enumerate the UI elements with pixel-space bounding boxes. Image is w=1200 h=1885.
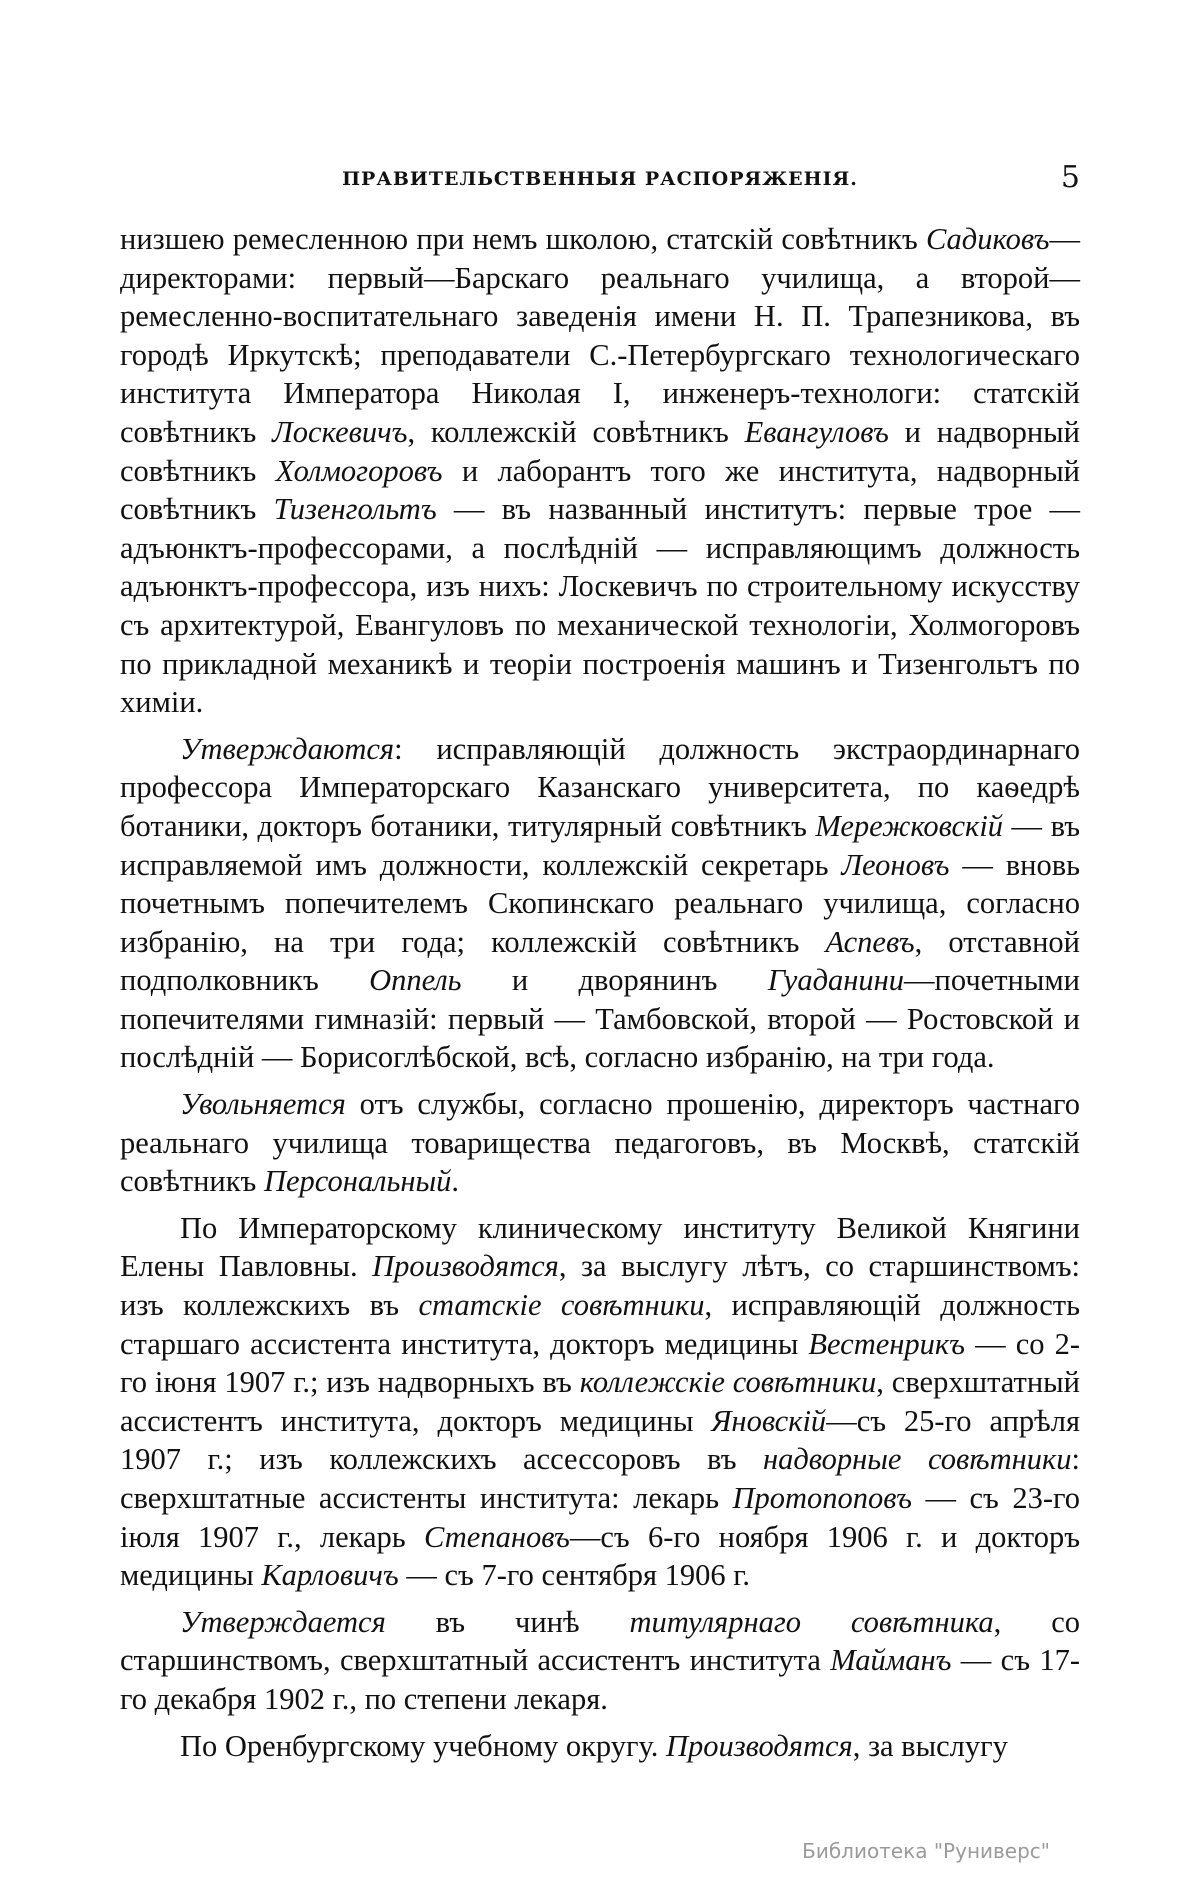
italic-text: коллежскіе совѣтники: [579, 1365, 877, 1400]
paragraph: [120, 730, 1080, 1077]
italic-text: Холмогоровъ: [275, 453, 443, 488]
text-segment: отъ службы, согласно прошенію, директоръ частнаго реальнаго училища товарищества педагоговъ, въ Москвѣ, статскій совѣтникъ: [120, 1087, 1080, 1199]
text-segment: — съ 7-го сентября 1906 г.: [398, 1558, 750, 1593]
text-segment: По Императорскому клиническому институту Великой Княгини Елены Павловны.: [120, 1210, 1080, 1284]
italic-text: Степановъ: [424, 1519, 570, 1554]
text-segment: .: [451, 1164, 460, 1199]
text-segment: , за выслугу лѣтъ, со старшинствомъ: изъ коллежскихъ въ: [120, 1249, 1080, 1323]
text-segment: и надворный совѣтникъ: [120, 414, 1080, 488]
text-segment: , коллежскій совѣтникъ: [407, 414, 745, 449]
running-head: [120, 160, 1080, 200]
paragraph: [120, 1603, 1080, 1719]
italic-text: Увольняется: [180, 1087, 346, 1122]
text-segment: и лаборантъ того же института, надворный совѣтникъ: [120, 453, 1081, 527]
paragraph: [120, 1727, 1080, 1766]
text-segment: По Оренбургскому учебному округу.: [180, 1728, 666, 1763]
text-segment: , со старшинствомъ, сверхштатный ассистентъ института: [120, 1604, 1080, 1678]
text-segment: — съ 17-го декабря 1902 г., по степени лекаря.: [120, 1643, 1080, 1716]
text-segment: : сверхштатные ассистенты института: лекарь: [120, 1442, 1080, 1515]
text-segment: : исправляющій должность экстраординарнаго профессора Императорскаго Казанскаго университета, по каѳедрѣ ботаники, докторъ ботаники, титулярный совѣтникъ: [120, 731, 1080, 843]
body-text: [120, 220, 1080, 1773]
italic-text: Утверждается: [180, 1604, 386, 1639]
italic-text: Садиковъ: [925, 222, 1050, 256]
italic-text: Леоновъ: [841, 847, 950, 882]
paragraph: [120, 220, 1080, 722]
italic-text: Утверждаются: [180, 731, 395, 766]
text-segment: — вновь почетнымъ попечителемъ Скопинскаго реальнаго училища, согласно избранію, на три года; коллежскій совѣтникъ: [120, 847, 1081, 959]
italic-text: Карловичъ: [261, 1558, 399, 1593]
italic-text: Производятся: [666, 1728, 853, 1763]
text-segment: , за выслугу: [852, 1728, 1008, 1763]
italic-text: Мережковскій: [815, 808, 1004, 843]
page-number: 5: [1060, 160, 1080, 195]
text-segment: —съ 6-го ноября 1906 г. и докторъ медицины: [120, 1519, 1080, 1593]
italic-text: Тизенгольтъ: [273, 492, 437, 527]
italic-text: Яновскій: [711, 1403, 827, 1438]
library-watermark: Библиотека "Руниверс": [802, 1839, 1050, 1863]
text-segment: —съ 25-го апрѣля 1907 г.; изъ коллежскихъ ассессоровъ въ: [120, 1403, 1080, 1477]
italic-text: Евангуловъ: [744, 414, 889, 449]
text-segment: —почетными попечителями гимназій: первый — Тамбовской, второй — Ростовской и послѣдній — Борисоглѣбской, всѣ, согласно избранію, на три года.: [120, 963, 1080, 1075]
text-segment: и дворянинъ: [461, 963, 768, 998]
italic-text: Оппель: [369, 963, 462, 998]
italic-text: Майманъ: [830, 1643, 952, 1678]
italic-text: статскіе совѣтники: [418, 1288, 705, 1323]
text-segment: въ чинѣ: [385, 1604, 630, 1639]
text-segment: — въ названный институтъ: первые трое — адъюнктъ-профессорами, а послѣдній — исправляющимъ должность адъюнктъ-профессора, изъ нихъ: Лоскевичъ по строительному искусству съ архитектурой, Евангуловъ по механической технологіи, Холмогоровъ по прикладной механикѣ и теоріи построенія машинъ и Тизенгольтъ по химіи.: [120, 492, 1080, 720]
text-segment: , сверхштатный ассистентъ института, докторъ медицины: [120, 1365, 1080, 1438]
paragraph: [120, 1209, 1080, 1595]
text-segment: , отставной подполковникъ: [120, 924, 1081, 998]
italic-text: Лоскевичъ: [272, 414, 408, 449]
italic-text: Персональный: [263, 1164, 452, 1199]
text-segment: —директорами: первый—Барскаго реальнаго училища, а второй—ремесленно-воспитательнаго заведенія имени Н. П. Трапезникова, въ городѣ Иркутскѣ; преподаватели С.-Петербургскаго технологическаго института Императора Николая I, инженеръ-технологи: статскій совѣтникъ: [120, 222, 1080, 449]
paragraph: [120, 1085, 1080, 1201]
text-segment: , исправляющій должность старшаго ассистента института, докторъ медицины: [120, 1288, 1080, 1361]
running-title: ПРАВИТЕЛЬСТВЕННЫЯ РАСПОРЯЖЕНІЯ.: [342, 168, 858, 190]
text-segment: низшею ремесленною при немъ школою, статскій совѣтникъ: [120, 222, 926, 256]
italic-text: Гуаданини: [767, 963, 905, 998]
italic-text: Производятся: [372, 1249, 559, 1284]
italic-text: Аспевъ: [825, 924, 915, 959]
italic-text: надворные совѣтники: [762, 1442, 1072, 1477]
text-segment: — съ 23-го іюля 1907 г., лекарь: [120, 1481, 1080, 1554]
italic-text: Вестенрикъ: [808, 1326, 966, 1361]
italic-text: Протопоповъ: [732, 1481, 912, 1515]
text-segment: — въ исправляемой имъ должности, коллежскій секретарь: [120, 808, 1080, 882]
text-segment: — со 2-го іюня 1907 г.; изъ надворныхъ въ: [120, 1326, 1080, 1400]
italic-text: титулярнаго совѣтника: [629, 1604, 994, 1639]
